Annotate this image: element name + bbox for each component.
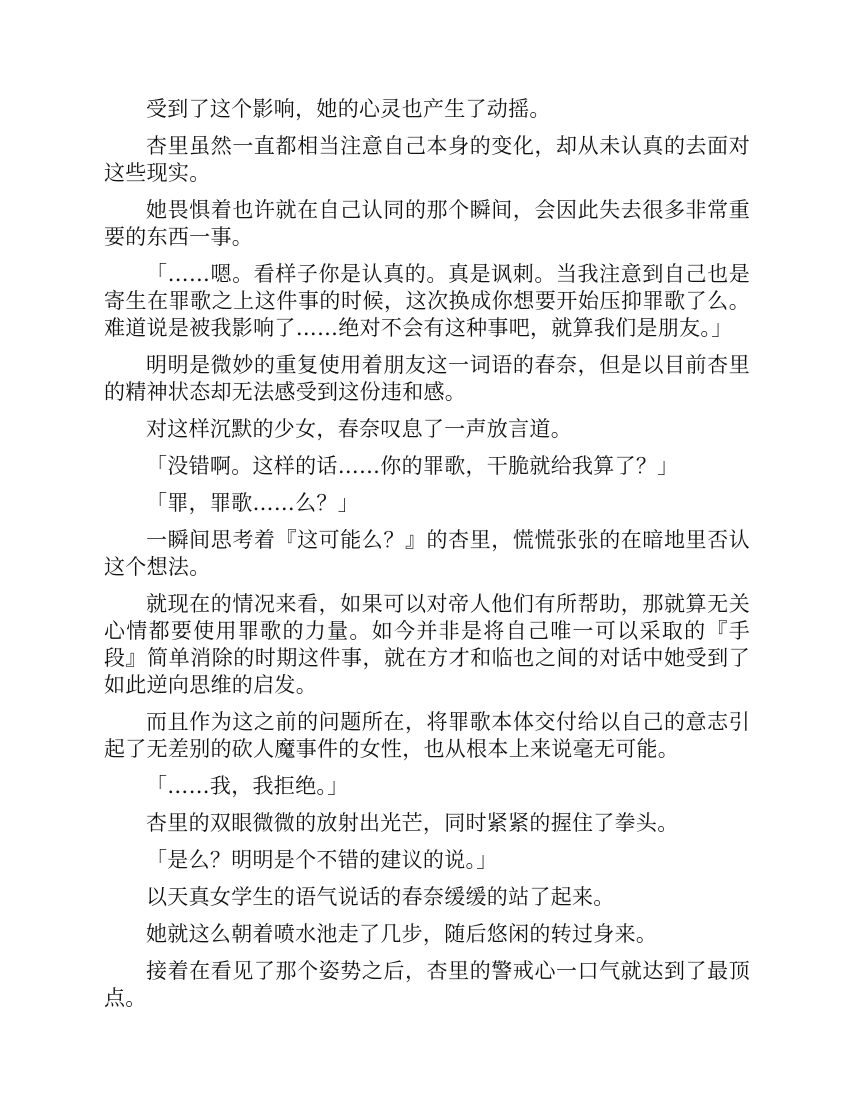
paragraph: 受到了这个影响，她的心灵也产生了动摇。 [146, 97, 551, 121]
paragraph: 杏里的双眼微微的放射出光芒，同时紧紧的握住了拳头。 [146, 811, 679, 835]
paragraph: 「是么？明明是个不错的建议的说。」 [146, 848, 498, 872]
paragraph: 「罪，罪歌……么？」 [146, 491, 359, 515]
paragraph: 就现在的情况来看，如果可以对帝人他们有所帮助，那就算无关心情都要使用罪歌的力量。如今并非是将自己唯一可以采取的『手段』简单消除的时期这件事，就在方才和临也之间的对话中她受到了如此逆向思维的启发。 [104, 592, 750, 697]
paragraph: 一瞬间思考着『这可能么？』的杏里，慌慌张张的在暗地里否认这个想法。 [104, 528, 750, 579]
paragraph: 她就这么朝着喷水池走了几步，随后悠闲的转过身来。 [146, 922, 658, 946]
body-text [104, 96, 750, 1022]
paragraph: 接着在看见了那个姿势之后，杏里的警戒心一口气就达到了最顶点。 [104, 959, 750, 1010]
paragraph: 「……嗯。看样子你是认真的。真是讽刺。当我注意到自己也是寄生在罪歌之上这件事的时候，这次换成你想要开始压抑罪歌了么。难道说是被我影响了……绝对不会有这种事吧，就算我们是朋友。」 [104, 262, 750, 340]
paragraph: 而且作为这之前的问题所在，将罪歌本体交付给以自己的意志引起了无差别的砍人魔事件的女性，也从根本上来说毫无可能。 [104, 710, 750, 761]
paragraph: 「……我，我拒绝。」 [146, 774, 349, 798]
paragraph: 以天真女学生的语气说话的春奈缓缓的站了起来。 [146, 885, 615, 909]
paragraph: 杏里虽然一直都相当注意自己本身的变化，却从未认真的去面对这些现实。 [104, 134, 750, 185]
paragraph: 她畏惧着也许就在自己认同的那个瞬间，会因此失去很多非常重要的东西一事。 [104, 198, 750, 249]
paragraph: 对这样沉默的少女，春奈叹息了一声放言道。 [146, 417, 572, 441]
paragraph: 「没错啊。这样的话……你的罪歌，干脆就给我算了？」 [146, 454, 679, 478]
paragraph: 明明是微妙的重复使用着朋友这一词语的春奈，但是以目前杏里的精神状态却无法感受到这份违和感。 [104, 353, 750, 404]
